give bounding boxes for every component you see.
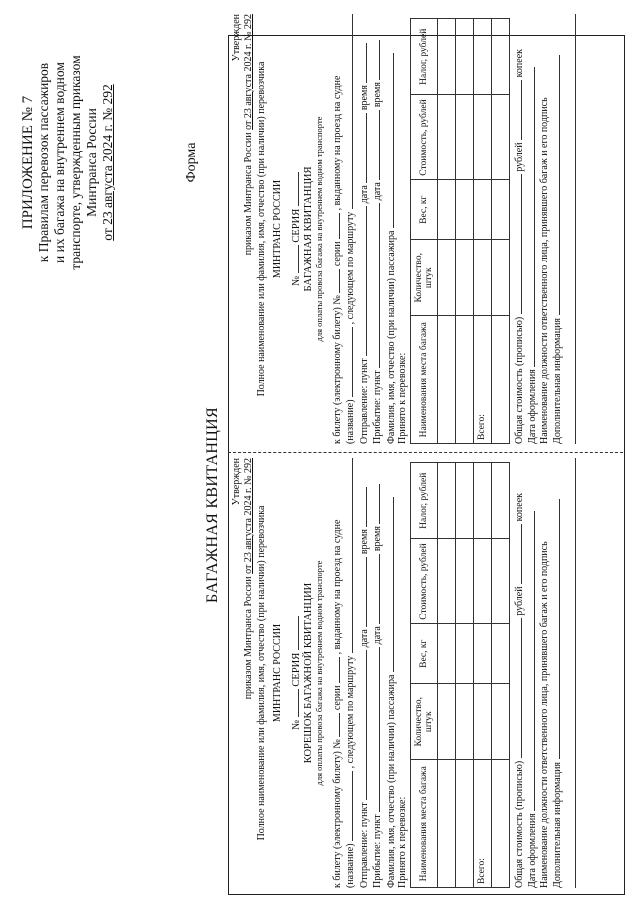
issue-date-line bbox=[525, 14, 539, 444]
arrival-line bbox=[370, 14, 384, 444]
departure-label: Отправление: пункт bbox=[358, 358, 370, 444]
rubles-label: рублей bbox=[513, 586, 525, 616]
table-row bbox=[491, 19, 509, 444]
series-label: СЕРИЯ bbox=[291, 652, 302, 687]
col-header-quantity: Количество, штук bbox=[410, 240, 437, 317]
passenger-blank bbox=[384, 497, 394, 672]
col-header-items: Наименования места багажа bbox=[410, 316, 437, 444]
arrival-date-blank bbox=[370, 110, 380, 180]
approved-by bbox=[243, 458, 255, 888]
ticket-number-blank bbox=[330, 269, 340, 293]
total-cost-label: Общая стоимость (прописью) bbox=[513, 760, 525, 888]
table-header-row bbox=[410, 19, 437, 444]
total-cost-line bbox=[512, 14, 526, 444]
carrier-caption: Полное наименование или фамилия, имя, отчество (при наличии) перевозчика bbox=[256, 61, 267, 397]
vessel-line bbox=[343, 14, 357, 444]
appendix-line-1: к Правилам перевозок пассажиров bbox=[36, 62, 51, 263]
rubles-label: рублей bbox=[513, 142, 525, 172]
route-text: , следующем по маршруту bbox=[345, 211, 356, 325]
route-blank bbox=[343, 458, 353, 653]
vessel-name-label: (название) bbox=[345, 399, 356, 444]
table-row bbox=[491, 463, 509, 888]
appendix-header bbox=[20, 40, 116, 285]
ticket-series-word: серии bbox=[331, 241, 343, 267]
departure-date-label: дата bbox=[358, 629, 370, 648]
total-cost-label: Общая стоимость (прописью) bbox=[513, 316, 525, 444]
ticket-prefix: к билету (электронному билету) № bbox=[331, 295, 343, 444]
ticket-series-blank bbox=[330, 213, 340, 239]
receipt-title: БАГАЖНАЯ КВИТАНЦИЯ bbox=[302, 166, 314, 292]
approved-label: Утвержден bbox=[231, 458, 242, 506]
number-blank bbox=[289, 245, 299, 273]
appendix-line-4: Минтранса России bbox=[84, 108, 99, 217]
stub-panel bbox=[229, 458, 622, 888]
receipt-subtitle: для оплаты провоза багажа на внутреннем водном транспорте bbox=[314, 116, 324, 342]
vessel-name-blank bbox=[343, 771, 353, 841]
total-label: Всего: bbox=[473, 316, 491, 444]
receipt-panel bbox=[229, 14, 622, 444]
cut-line bbox=[228, 452, 623, 453]
ticket-suffix: , выданному на проезд на судне bbox=[331, 519, 343, 655]
number-label: № bbox=[291, 719, 302, 730]
kopecks-label: копеек bbox=[513, 492, 525, 522]
arrival-point-blank bbox=[370, 203, 380, 368]
total-cost-blank bbox=[512, 618, 522, 758]
extra-info-label: Дополнительная информация bbox=[552, 761, 563, 888]
arrival-time-label: время bbox=[372, 526, 383, 552]
vessel-name-blank bbox=[343, 327, 353, 397]
receipt-frame bbox=[228, 14, 625, 895]
number-series-line bbox=[289, 14, 303, 444]
responsible-label: Наименование должности ответственного лица, принявшего багаж и его подпись bbox=[538, 97, 550, 444]
responsible-label: Наименование должности ответственного лица, принявшего багаж и его подпись bbox=[538, 541, 550, 888]
ticket-suffix: , выданному на проезд на судне bbox=[331, 75, 343, 211]
passenger-blank bbox=[384, 53, 394, 228]
extra-info-blank-line bbox=[564, 14, 576, 444]
passenger-line bbox=[384, 14, 398, 444]
table-total-row bbox=[473, 463, 491, 888]
extra-info-blank bbox=[550, 499, 560, 759]
series-blank bbox=[289, 616, 299, 650]
ministry-title: МИНТРАНС РОССИИ bbox=[271, 179, 283, 279]
approved-by bbox=[243, 14, 255, 444]
ticket-series-word: серии bbox=[331, 685, 343, 711]
ticket-number-blank bbox=[330, 713, 340, 737]
route-blank bbox=[343, 14, 353, 209]
ticket-line bbox=[330, 14, 344, 444]
table-row bbox=[455, 19, 473, 444]
series-blank bbox=[289, 172, 299, 206]
col-header-cost: Стоимость, рублей bbox=[410, 95, 437, 180]
col-header-items: Наименования места багажа bbox=[410, 760, 437, 888]
vessel-name-label: (название) bbox=[345, 843, 356, 888]
ticket-line bbox=[330, 458, 344, 888]
extra-info-label: Дополнительная информация bbox=[552, 317, 563, 444]
col-header-weight: Вес, кг bbox=[410, 180, 437, 240]
appendix-line-2: и их багажа на внутреннем водном bbox=[52, 62, 67, 263]
number-blank bbox=[289, 689, 299, 717]
arrival-date-label: дата bbox=[372, 182, 383, 201]
issue-date-label: Дата оформления bbox=[527, 813, 538, 888]
total-cost-blank bbox=[512, 174, 522, 314]
approved-by-date: от 23 августа 2024 г. № 292 bbox=[242, 14, 254, 130]
arrival-time-label: время bbox=[372, 82, 383, 108]
total-label: Всего: bbox=[473, 760, 491, 888]
departure-time-label: время bbox=[358, 529, 370, 555]
arrival-line bbox=[370, 458, 384, 888]
approved-by-prefix: приказом Минтранса России bbox=[242, 576, 254, 700]
document-title: БАГАЖНАЯ КВИТАНЦИЯ bbox=[204, 407, 221, 603]
vessel-line bbox=[343, 458, 357, 888]
approved-label: Утвержден bbox=[231, 14, 242, 62]
departure-time-blank bbox=[357, 43, 367, 83]
arrival-date-label: дата bbox=[372, 626, 383, 645]
passenger-label: Фамилия, имя, отчество (при наличии) пассажира bbox=[385, 674, 397, 888]
kopecks-label: копеек bbox=[513, 48, 525, 78]
table-header-row bbox=[410, 463, 437, 888]
table-total-row bbox=[473, 19, 491, 444]
issue-date-line bbox=[525, 458, 539, 888]
appendix-number: ПРИЛОЖЕНИЕ № 7 bbox=[20, 95, 36, 230]
baggage-table bbox=[410, 18, 510, 444]
col-header-tax: Налог, рублей bbox=[410, 19, 437, 96]
approved-by-date: от 23 августа 2024 г. № 292 bbox=[242, 458, 254, 574]
accepted-label: Принято к перевозке: bbox=[397, 352, 408, 444]
kopecks-blank bbox=[512, 524, 522, 584]
col-header-tax: Налог, рублей bbox=[410, 463, 437, 540]
arrival-time-blank bbox=[370, 484, 380, 524]
col-header-quantity: Количество, штук bbox=[410, 684, 437, 761]
arrival-time-blank bbox=[370, 40, 380, 80]
arrival-label: Прибытие: пункт bbox=[372, 814, 383, 888]
departure-point-blank bbox=[357, 650, 367, 800]
departure-time-blank bbox=[357, 487, 367, 527]
departure-label: Отправление: пункт bbox=[358, 802, 370, 888]
departure-date-blank bbox=[357, 113, 367, 183]
number-label: № bbox=[291, 275, 302, 286]
table-row bbox=[455, 463, 473, 888]
carrier-caption: Полное наименование или фамилия, имя, отчество (при наличии) перевозчика bbox=[256, 505, 267, 841]
issue-date-label: Дата оформления bbox=[527, 369, 538, 444]
passenger-label: Фамилия, имя, отчество (при наличии) пассажира bbox=[385, 230, 397, 444]
form-label: Форма bbox=[184, 142, 199, 183]
ticket-prefix: к билету (электронному билету) № bbox=[331, 739, 343, 888]
extra-info-line bbox=[550, 458, 564, 888]
issue-date-blank bbox=[525, 511, 535, 811]
extra-info-line bbox=[550, 14, 564, 444]
route-text: , следующем по маршруту bbox=[345, 655, 356, 769]
kopecks-blank bbox=[512, 80, 522, 140]
departure-date-blank bbox=[357, 557, 367, 627]
appendix-line-3: транспорте, утвержденным приказом bbox=[68, 55, 83, 270]
extra-info-blank-line bbox=[564, 458, 576, 888]
arrival-point-blank bbox=[370, 647, 380, 812]
departure-line bbox=[357, 458, 371, 888]
series-label: СЕРИЯ bbox=[291, 208, 302, 243]
stub-subtitle: для оплаты провоза багажа на внутреннем водном транспорте bbox=[314, 560, 324, 786]
baggage-table bbox=[410, 462, 510, 888]
issue-date-blank bbox=[525, 67, 535, 367]
arrival-date-blank bbox=[370, 554, 380, 624]
accepted-label: Принято к перевозке: bbox=[397, 796, 408, 888]
departure-point-blank bbox=[357, 206, 367, 356]
total-cost-line bbox=[512, 458, 526, 888]
passenger-line bbox=[384, 458, 398, 888]
departure-date-label: дата bbox=[358, 185, 370, 204]
col-header-cost: Стоимость, рублей bbox=[410, 539, 437, 624]
arrival-label: Прибытие: пункт bbox=[372, 370, 383, 444]
table-row bbox=[437, 19, 455, 444]
ministry-title: МИНТРАНС РОССИИ bbox=[271, 623, 283, 723]
col-header-weight: Вес, кг bbox=[410, 624, 437, 684]
number-series-line bbox=[289, 458, 303, 888]
departure-line bbox=[357, 14, 371, 444]
approved-by-prefix: приказом Минтранса России bbox=[242, 132, 254, 256]
extra-info-blank bbox=[550, 55, 560, 315]
ticket-series-blank bbox=[330, 657, 340, 683]
departure-time-label: время bbox=[358, 85, 370, 111]
table-row bbox=[437, 463, 455, 888]
stub-title: КОРЕШОК БАГАЖНОЙ КВИТАНЦИИ bbox=[302, 582, 314, 764]
appendix-approval-date: от 23 августа 2024 г. № 292 bbox=[100, 84, 115, 241]
